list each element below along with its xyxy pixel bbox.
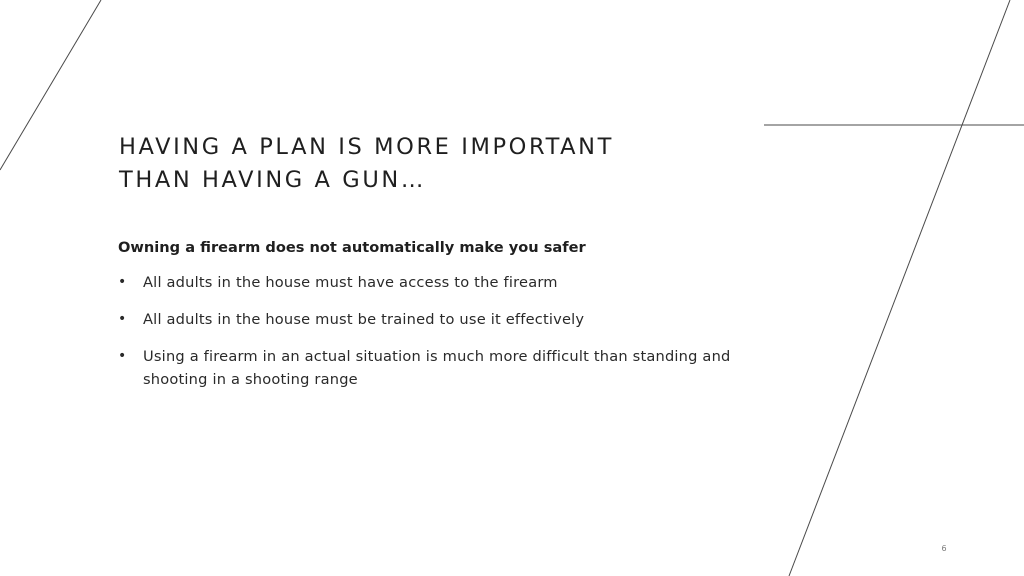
bullet-item <box>118 271 738 294</box>
slide-title <box>119 131 719 197</box>
page-number: 6 <box>941 544 947 553</box>
bullet-marker: • <box>118 274 127 290</box>
bullet-item <box>118 345 738 391</box>
slide-title-line-2: THAN HAVING A GUN… <box>119 167 426 193</box>
bullet-text: Using a firearm in an actual situation is much more difficult than standing and shooting in a shooting range <box>143 348 731 388</box>
decorative-line-diagonal-right <box>789 0 1010 576</box>
bullet-text: All adults in the house must have access to the firearm <box>143 274 558 291</box>
bullet-item <box>118 308 738 331</box>
slide-subheading: Owning a firearm does not automatically make you safer <box>118 239 586 256</box>
bullet-list <box>118 271 738 405</box>
slide-title-line-1: HAVING A PLAN IS MORE IMPORTANT <box>119 134 614 160</box>
bullet-text: All adults in the house must be trained to use it effectively <box>143 311 585 328</box>
bullet-marker: • <box>118 311 127 327</box>
bullet-marker: • <box>118 348 127 364</box>
decorative-line-top-left <box>0 0 101 170</box>
